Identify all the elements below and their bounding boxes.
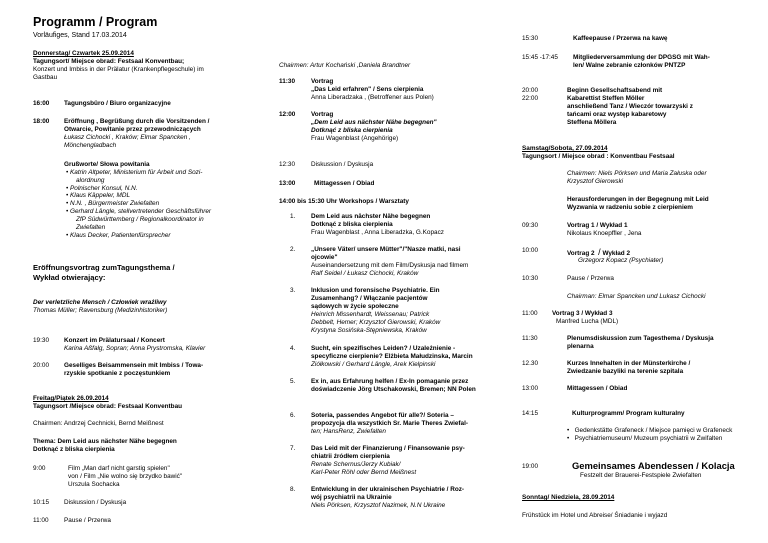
day1-heading: Donnerstag/ Czwartek 25.09.2014: [33, 50, 134, 57]
ws-3-speakers-3: Krystyna Sosińska-Stępniewska, Kraków: [311, 327, 427, 334]
evening-line-5: Steffena Möllera: [567, 119, 617, 126]
time-20-00: 20:00: [33, 362, 49, 369]
time-9-00: 9:00: [33, 465, 46, 472]
pause-2: Pause / Przerwa: [567, 275, 614, 282]
ws-2-desc: Auseinandersetzung mit dem Film/Dyskusja nad filmem: [311, 262, 469, 269]
theme-line-1: Thema: Dem Leid aus nächster Nähe begegnen: [33, 438, 177, 445]
ws-2-number: 2.: [290, 246, 296, 253]
ws-7-title-1: Das Leid mit der Finanzierung / Finansowanie psy-: [311, 445, 465, 452]
greet-item: alordnung: [76, 176, 105, 184]
ws-3-speakers-1: Heinrich Missenhardt, Weissenau; Patrick: [311, 311, 430, 318]
opening-line-2: Otwarcie, Powitanie przez przewodniczących: [64, 126, 201, 133]
opening-line-3: Łukasz Cichocki , Kraków; Elmar Spancken ,: [64, 134, 191, 141]
opening-line-1: Eröffnung , Begrüßung durch die Vorsitzenden /: [64, 118, 210, 125]
ws-6-number: 6.: [290, 412, 296, 419]
time-19-00: 19:00: [522, 463, 538, 470]
time-10-00: 10:00: [522, 247, 538, 254]
plenum-line-2: plenarna: [567, 343, 594, 350]
ws-4-title-1: Sucht, ein spezifisches Leiden? / Uzależnienie -: [311, 345, 456, 352]
opening-line-4: Mönchengladbach: [64, 142, 117, 149]
ws-1-number: 1.: [290, 213, 296, 220]
time-15-45: 15:45 -17:45: [522, 54, 558, 61]
ws-7-title-2: chiatrii źródłem cierpienia: [311, 453, 390, 460]
greet-item: • Polnischer Konsul, N.N.: [66, 184, 138, 192]
time-16-00: 16:00: [33, 100, 50, 107]
keynote-title: Der verletzliche Mensch / Człowiek wrażliwy: [33, 299, 167, 306]
discussion-2: Diskussion / Dyskusja: [311, 161, 374, 168]
time-11-00b: 11:00: [522, 310, 538, 317]
time-12-00: 12:00: [279, 111, 296, 118]
time-22-00: 22:00: [522, 95, 538, 102]
lecture-2-title: „Dem Leid aus nächster Nähe begegnen": [311, 119, 437, 126]
day3-chair-2: Krzysztof Gierowski: [567, 178, 624, 185]
time-11-30b: 11:30: [522, 335, 538, 342]
concert-title: Konzert im Prälatursaal / Koncert: [64, 337, 165, 344]
time-18-00: 18:00: [33, 118, 50, 125]
reception-line-2: rzyskie spotkanie z poczęstunkiem: [64, 370, 171, 377]
lecture-w2-title: Vortrag 2 / Wykład 2: [567, 247, 631, 257]
ws-8-title-2: wój psychiatrii na Ukrainie: [311, 494, 392, 501]
time-11-00: 11:00: [33, 517, 49, 524]
lecture-2-speaker: Frau Wagenblast (Angehörige): [311, 135, 399, 142]
keynote-heading-1: Eröffnungsvortrag zumTagungsthema /: [33, 263, 175, 272]
greet-item: • N.N. , Bürgermeister Zwiefalten: [66, 200, 160, 208]
lecture-2-subtitle: Dotknąć z bliska cierpienia: [311, 127, 393, 134]
lecture-w1-speaker: Nikolaus Knoepffler , Jena: [567, 230, 642, 237]
day1-venue-3: Gastbau: [33, 74, 58, 81]
ws-2-title-2: ojcowie": [311, 254, 338, 261]
ws-4-title-2: specyficzne cierpienie? Elżbieta Małudzinska, Marcin: [311, 353, 473, 360]
day4-heading: Sonntag/ Niedziela, 28.09.2014: [522, 494, 615, 501]
greet-item: • Klaus Decker, Patientenfürsprecher: [66, 231, 171, 239]
ws-4-speakers: Ziółkowski / Gerhard Längle, Arek Kielpinski: [311, 361, 436, 368]
ws-7-speakers-2: Karl-Peter Röhl oder Bernd Meißnest: [311, 469, 417, 476]
day1-venue-2: Konzert und Imbiss in der Prälatur (Krankenpflegeschule) im: [33, 66, 204, 73]
ws-6-title-2: propozycja dla wszystkich Sr. Marie Theres Zwiefal-: [311, 420, 468, 427]
ws-8-speakers: Niels Pörksen, Krzysztof Nazimek, N.N Ukraine: [311, 502, 446, 509]
ws-2-speakers: Ralf Seidel / Łukasz Cichocki, Kraków: [311, 270, 419, 277]
ws-5-number: 5.: [290, 378, 296, 385]
ws-6-speakers: ten; HansRenz, Zwiefalten: [311, 428, 386, 435]
ws-8-title-1: Entwicklung in der ukrainischen Psychiatrie / Roz-: [311, 486, 465, 493]
ws-8-number: 8.: [290, 486, 296, 493]
time-14-15: 14:15: [522, 410, 538, 417]
page-title: Programm / Program: [33, 15, 158, 29]
lecture-w1-title: Vortrag 1 / Wykład 1: [567, 222, 628, 229]
lecture-w3-title: Vortrag 3 / Wykład 3: [552, 310, 613, 317]
lecture-1-label: Vortrag: [311, 78, 334, 85]
greet-item: • Klaus Käppeler, MDL: [66, 192, 131, 200]
greet-item: • Katrin Altpeter, Ministerium für Arbeit und Sozi-: [66, 169, 203, 176]
evening-line-1: Beginn Gesellschaftsabend mit: [567, 87, 663, 94]
time-12-30b: 12.30: [522, 360, 538, 367]
day3-venue: Tagungsort / Miejsce obrad : Konventbau Festsaal: [522, 153, 675, 160]
day3-chair-1: Chairmen: Niels Pörksen und Maria Załuska oder: [567, 170, 707, 177]
time-11-30: 11:30: [279, 78, 295, 85]
culture-bullet-1: • Gedenkstätte Grafeneck / Miejsce pamięci w Grafeneck: [567, 427, 733, 434]
day2-chairmen: Chairmen: Andrzej Cechnicki, Bernd Meißnest: [33, 420, 164, 427]
ws-1-speakers: Frau Wagenblast , Anna Liberadzka, G.Kopacz: [311, 229, 444, 236]
day1-venue: Tagungsort/ Miejsce obrad: Festsaal Konventbau;: [33, 58, 185, 65]
ws-4-number: 4.: [290, 345, 296, 352]
reception-line-1: Geselliges Beisammensein mit Imbiss / Towa-: [64, 362, 204, 369]
day2-chair-2: Chairmen: Artur Kochański ,Daniela Brandtner: [279, 62, 411, 69]
time-10-30: 10:30: [522, 275, 538, 282]
ws-6-title-1: Soteria, passendes Angebot für alle?/ Soteria –: [311, 412, 454, 419]
ws-3-number: 3.: [290, 287, 296, 294]
time-13-00: 13:00: [279, 180, 296, 187]
ws-3-speakers-2: Debbelt, Hemer; Krzysztof Gierowski, Kraków: [311, 319, 441, 326]
evening-line-4: tańcami oraz występ kabaretowy: [567, 111, 667, 118]
ws-5-title-2: doświadczenie Jörg Utschakowski, Bremen; NN Polen: [311, 386, 476, 393]
dinner-title: Gemeinsames Abendessen / Kolacja: [572, 460, 735, 471]
ws-3-title-1: Inklusion und forensische Psychiatrie. Ein: [311, 287, 440, 294]
dinner-location: Festzelt der Brauerei-Festspiele Zwiefalten: [580, 472, 702, 479]
ws-7-number: 7.: [290, 445, 296, 452]
discussion-1: Diskussion / Dyskusja: [64, 499, 127, 506]
time-13-00b: 13:00: [522, 385, 538, 392]
time-10-15: 10:15: [33, 499, 49, 506]
assembly-line-1: Mitgliederversammlung der DPGSG mit Wah-: [573, 54, 710, 61]
lecture-w2-speaker: Grzegorz Kopacz (Psychiater): [578, 257, 664, 264]
lecture-w3-speaker: Manfred Lucha (MDL): [556, 318, 619, 325]
culture-title: Kulturprogramm/ Program kulturalny: [572, 410, 685, 417]
coffee-break: Kaffeepause / Przerwa na kawę: [573, 35, 668, 42]
time-19-30: 19:30: [33, 337, 49, 344]
lunch-1: Mittagessen / Obiad: [314, 180, 375, 187]
time-12-30: 12:30: [279, 161, 295, 168]
concert-performers: Karina Aßfalg, Sopran; Anna Prystromska, Klavier: [64, 345, 206, 352]
lunch-2: Mittagessen / Obiad: [567, 385, 628, 392]
keynote-speaker: Thomas Müller; Ravensburg (Medizinhistoriker): [33, 307, 168, 314]
film-line-3: Urszula Sochacka: [68, 481, 120, 488]
keynote-heading-2: Wykład otwierający:: [33, 273, 106, 282]
tagungsbuero: Tagungsbüro / Biuro organizacyjne: [64, 100, 171, 107]
time-15-30: 15:30: [522, 35, 538, 42]
ws-1-title-2: Dotknąć z bliska cierpienia: [311, 221, 393, 228]
day4-breakfast: Frühstück im Hotel und Abreise/ Śniadanie i wyjazd: [522, 512, 668, 519]
ws-2-title-1: „Unsere Väter/ unsere Mütter"/"Nasze matki, nasi: [311, 246, 461, 253]
culture-bullet-2: • Psychiatriemuseum/ Muzeum psychiatrii w Zwifalten: [567, 435, 723, 442]
church-line-1: Kurzes Innehalten in der Münsterkirche /: [567, 360, 691, 367]
evening-line-3: anschließend Tanz / Wieczór towarzyski z: [567, 103, 693, 110]
day3-theme-2: Wyzwania w radzeniu sobie z cierpieniem: [567, 204, 693, 211]
day3-heading: Samstag/Sobota, 27.09.2014: [522, 145, 608, 152]
ws-5-title-1: Ex in, aus Erfahrung helfen / Ex-In pomaganie przez: [311, 378, 469, 385]
ws-3-title-3: sądowych w życie społeczne: [311, 303, 399, 310]
film-line-2: von / Film „Nie wolno się brzydko bawić": [68, 473, 183, 480]
church-line-2: Zwiedzanie bazyliki na terenie szpitala: [567, 368, 684, 375]
day3-chair-3: Chairman: Elmar Spancken und Lukasz Cichocki: [567, 293, 706, 300]
day2-venue: Tagungsort /Miejsce obrad: Festsaal Konventbau: [33, 403, 183, 410]
greet-item: Zwiefalten: [76, 223, 106, 231]
assembly-line-2: len/ Walne zebranie członków PNTZP: [573, 62, 686, 69]
ws-7-speakers-1: Renate Schernus/Jerzy Kubiak/: [311, 461, 401, 468]
lecture-2-label: Vortrag: [311, 111, 334, 118]
plenum-line-1: Plenumsdiskussion zum Tagesthema / Dyskusja: [567, 335, 714, 342]
greet-item: • Gerhard Längle, stellvertretender Geschäftsführer: [66, 208, 212, 216]
theme-line-2: Dotknąć z bliska cierpienia: [33, 446, 115, 453]
evening-line-2: Kabarettist Steffen Möller: [567, 95, 645, 102]
ws-3-title-2: Zusamenhang? / Włączanie pacjentów: [311, 295, 428, 302]
film-line-1: Film „Man darf nicht garstig spielen": [68, 465, 170, 472]
day3-theme-1: Herausforderungen in der Begegnung mit Leid: [567, 196, 709, 203]
lecture-1-speaker: Anna Liberadzaka , (Betroffener aus Polen): [311, 94, 434, 101]
greetings-title: Grußworte/ Słowa powitania: [64, 161, 150, 168]
page-subtitle: Vorläufiges, Stand 17.03.2014: [33, 32, 127, 39]
greetings-list: [66, 169, 256, 239]
day2-heading: Freitag/Piątek 26.09.2014: [33, 395, 109, 402]
greet-item: ZfP Südwürttemberg / Regionalkoordinator in: [76, 215, 204, 223]
time-09-30: 09:30: [522, 222, 538, 229]
pause-1: Pause / Przerwa: [64, 517, 111, 524]
workshops-heading: 14:00 bis 15:30 Uhr Workshops / Warsztaty: [279, 198, 409, 205]
lecture-1-title: „Das Leid erfahren" / Sens cierpienia: [311, 86, 424, 93]
ws-1-title-1: Dem Leid aus nächster Nähe begegnen: [311, 213, 431, 220]
time-20-00b: 20:00: [522, 87, 538, 94]
